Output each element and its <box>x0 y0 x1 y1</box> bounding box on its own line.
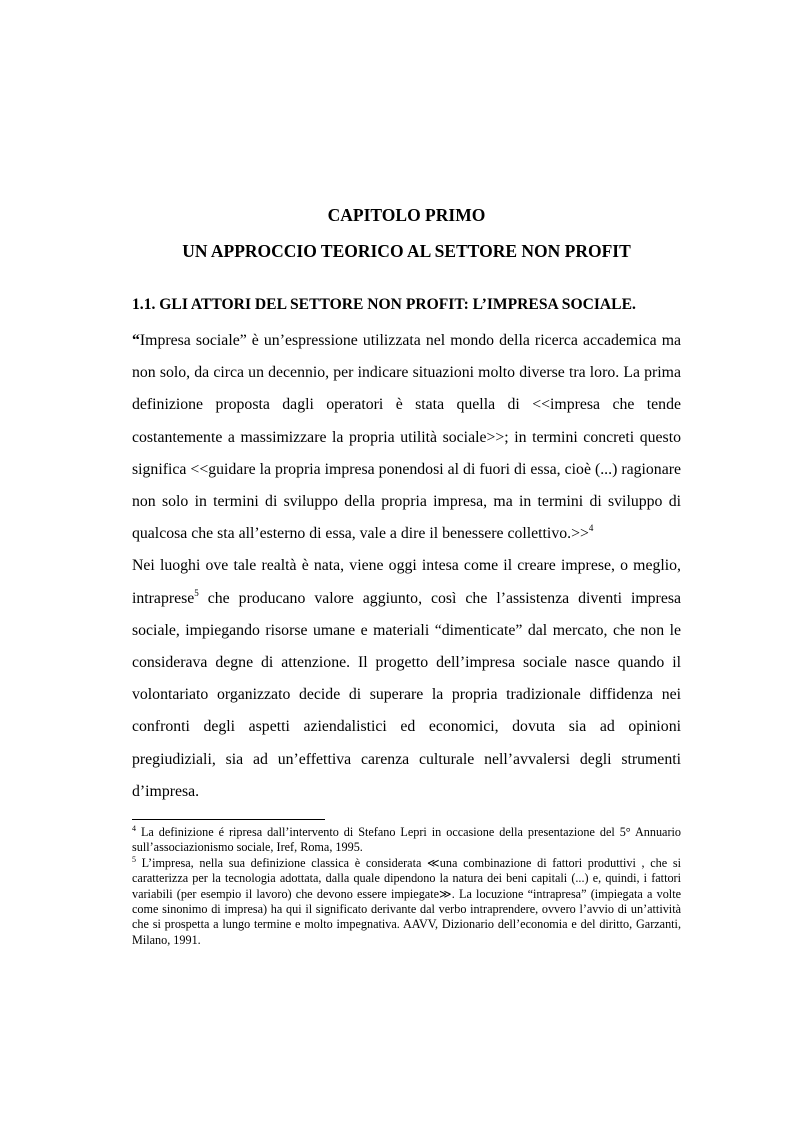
footnote-ref-5: 5 <box>194 587 199 598</box>
chapter-title: UN APPROCCIO TEORICO AL SETTORE NON PROFIT <box>182 241 631 261</box>
paragraph-2-text-a: Nei luoghi ove tale realtà è nata, viene oggi intesa come il creare imprese, o meglio, intraprese <box>132 557 681 607</box>
footnote-separator <box>132 819 325 820</box>
footnote-ref-4: 4 <box>588 523 594 534</box>
section-heading: 1.1. GLI ATTORI DEL SETTORE NON PROFIT: L’IMPRESA SOCIALE. <box>132 296 636 313</box>
footnote-5 <box>132 856 681 948</box>
footnote-text: La definizione é ripresa dall’intervento di Stefano Lepri in occasione della presentazione del 5° Annuario sull’associazionismo sociale, Iref, Roma, 1995. <box>132 825 681 855</box>
paragraph-2-text-b: che producano valore aggiunto, così che l’assistenza diventi impresa sociale, impiegando risorse umane e materiali “dimenticate” dal mercato, che non le considerava degne di attenzione. Il progetto dell’impresa sociale nasce quando il volontariato organizzato decide di superare la propria tradizionale diffidenza nei confronti degli aspetti aziendalistici ed economici, dovuta sia ad opinioni pregiudiziali, sia ad un’effettiva carenza culturale nell’avvalersi degli strumenti d’impresa. <box>132 589 681 800</box>
opening-quote: “ <box>132 332 140 349</box>
footnote-number: 4 <box>132 824 136 833</box>
body-text <box>132 325 681 808</box>
document-page <box>132 0 681 1123</box>
footnote-4 <box>132 825 681 856</box>
footnote-number: 5 <box>132 854 136 864</box>
paragraph-2 <box>132 550 681 808</box>
paragraph-1-text: Impresa sociale” è un’espressione utilizzata nel mondo della ricerca accademica ma non solo, da circa un decennio, per indicare situazioni molto diverse tra loro. La prima definizione proposta dagli operatori è stata quella di <<impresa che tende costantemente a massimizzare la propria utilità sociale>>; in termini concreti questo significa <<guidare la propria impresa ponendosi al di fuori di essa, cioè (...) ragionare non solo in termini di sviluppo della propria impresa, ma in termini di sviluppo di qualcosa che sta all’esterno di essa, vale a dire il benessere collettivo.>> <box>132 332 681 543</box>
footnotes <box>132 825 681 948</box>
footnote-text: L’impresa, nella sua definizione classica è considerata ≪una combinazione di fattori produttivi , che si caratterizza per la tecnologia adottata, dalla quale dipendono la natura dei beni capitali (...) e, quindi, i fattori variabili (per esempio il lavoro) che devono essere impiegate≫. La locuzione “intrapresa” (impiegata a volte come sinonimo di impresa) ha qui il significato derivante dal verbo intraprendere, ovvero l’avvio di un’attività che si prospetta a lungo termine e molto impegnativa. AAVV, Dizionario dell’economia e del diritto, Garzanti, Milano, 1991. <box>132 855 681 947</box>
paragraph-1 <box>132 325 681 550</box>
chapter-label: CAPITOLO PRIMO <box>327 205 486 225</box>
